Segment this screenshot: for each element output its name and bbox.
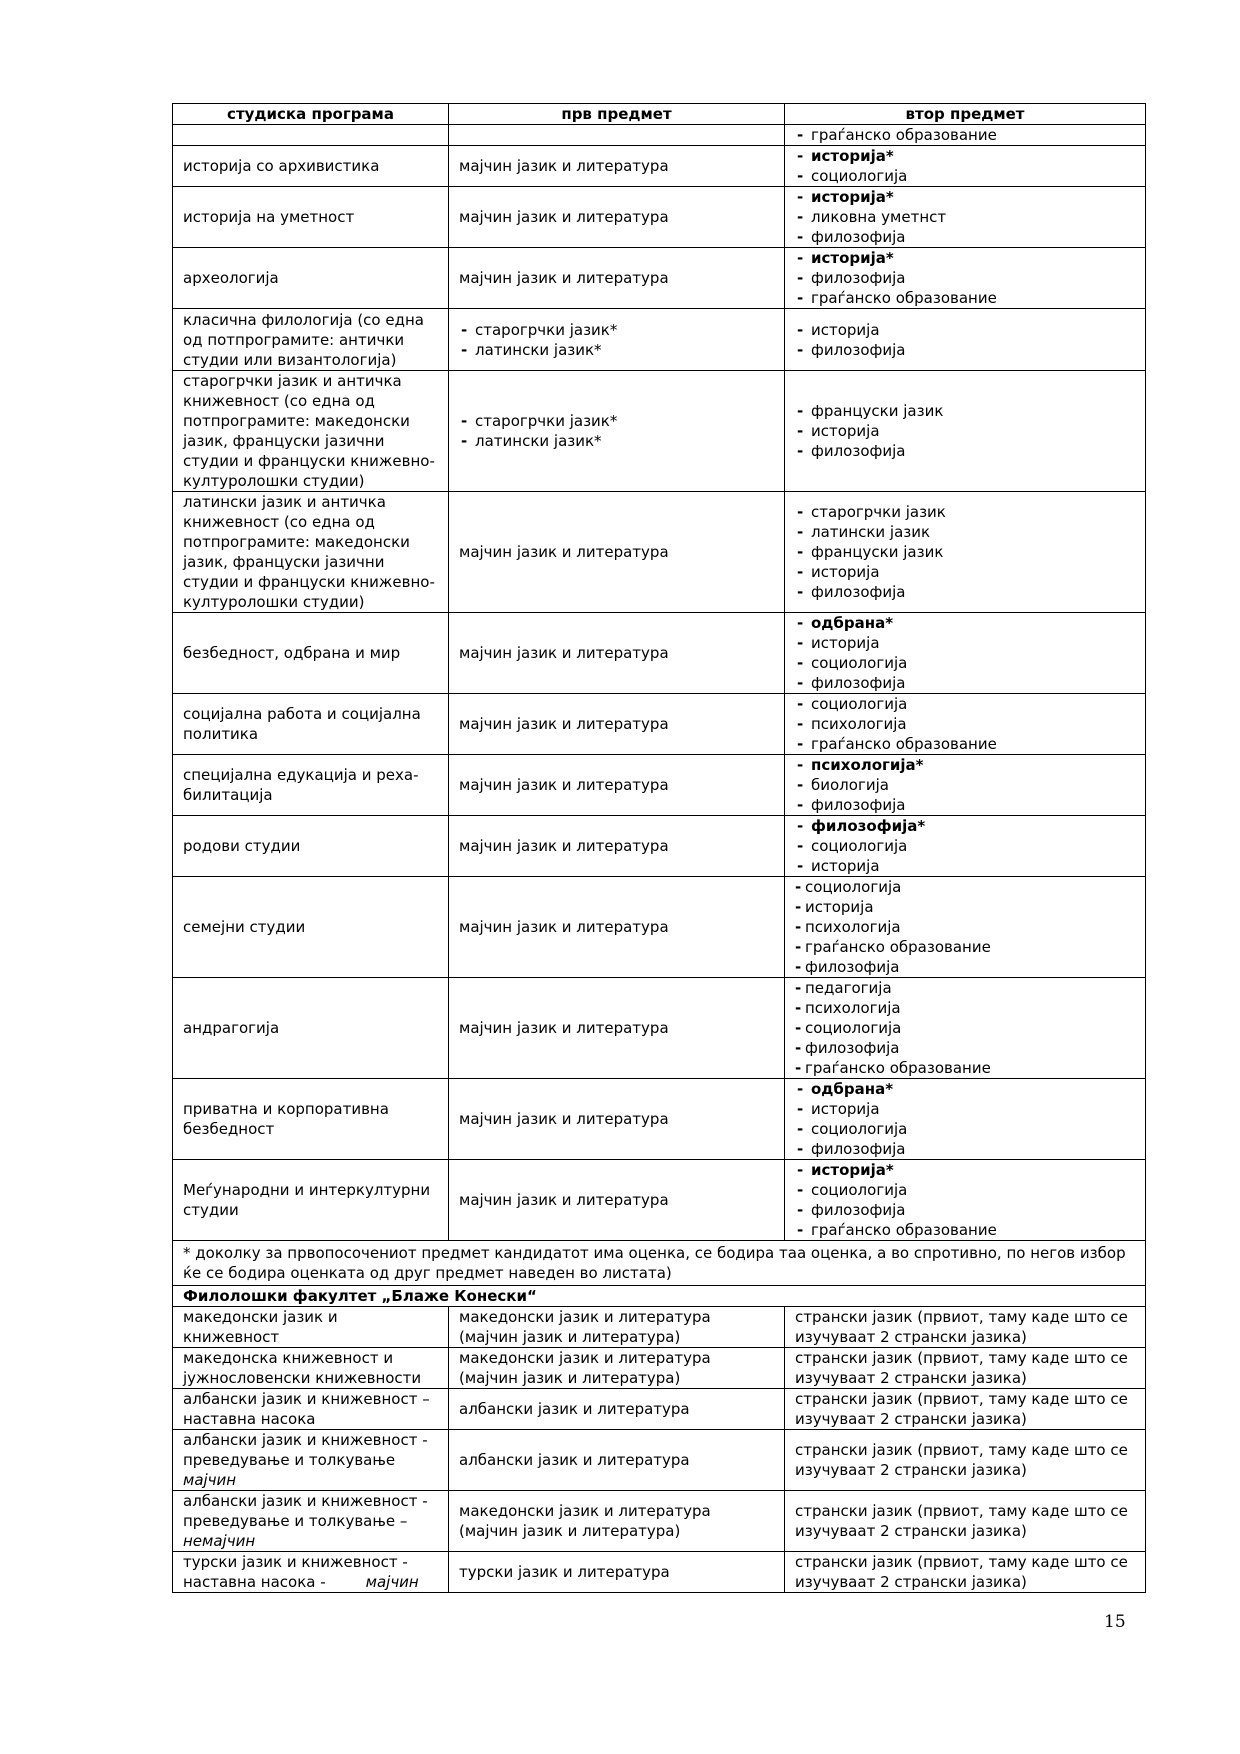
- subject-item: - историја: [795, 320, 1135, 340]
- subject-item: - историја*: [795, 187, 1135, 207]
- first-subject-cell: мајчин јазик и литература: [449, 1079, 785, 1160]
- subject-item: - филозофија: [795, 673, 1135, 693]
- header-program: студиска програма: [173, 104, 449, 125]
- subject-item: - филозофија: [795, 340, 1135, 360]
- program-cell: археологија: [173, 248, 449, 309]
- first-subject-cell: албански јазик и литература: [449, 1389, 785, 1430]
- table-row: [173, 1079, 1146, 1160]
- subject-item: - филозофија: [795, 1139, 1135, 1159]
- first-subject-cell: мајчин јазик и литература: [449, 492, 785, 613]
- program-qualifier: мајчин: [183, 1471, 237, 1489]
- first-subject-cell: [449, 309, 785, 371]
- second-subject-cell: [785, 492, 1146, 613]
- page-number: 15: [1104, 1612, 1126, 1632]
- subject-list: [795, 1160, 1135, 1240]
- second-subject-cell: [785, 1079, 1146, 1160]
- subject-item: - филозофија: [795, 795, 1135, 815]
- subject-item: - социологија: [795, 166, 1135, 186]
- table-row: [173, 978, 1146, 1079]
- subject-item: - латински јазик*: [459, 340, 774, 360]
- program-cell: Меѓународни и интеркултурни студии: [173, 1160, 449, 1241]
- first-subject-cell: [449, 125, 785, 146]
- table-row: [173, 1307, 1146, 1348]
- subject-item: - старогрчки јазик*: [459, 320, 774, 340]
- subject-list: [795, 502, 1135, 602]
- subject-item: - филозофија: [795, 268, 1135, 288]
- subject-item: - граѓанско образование: [795, 734, 1135, 754]
- subject-item: - филозофија: [795, 441, 1135, 461]
- program-cell: старогрчки јазик и античка книжевност (со една од потпрограмите: македонски јазик, француски јазични студии и француски книжевно-културолошки студии): [173, 371, 449, 492]
- subject-item: - латински јазик: [795, 522, 1135, 542]
- subject-item: - социологија: [795, 694, 1135, 714]
- table-row: [173, 694, 1146, 755]
- first-subject-cell: мајчин јазик и литература: [449, 978, 785, 1079]
- second-subject-cell: [785, 371, 1146, 492]
- second-subject-cell: [785, 694, 1146, 755]
- subject-list: [795, 755, 1135, 815]
- table-row: [173, 248, 1146, 309]
- subject-item: - француски јазик: [795, 401, 1135, 421]
- subject-item: - социологија: [795, 1180, 1135, 1200]
- program-qualifier: мајчин: [365, 1573, 419, 1591]
- program-qualifier: немајчин: [183, 1532, 256, 1550]
- subject-item: - филозофија: [795, 957, 1135, 977]
- program-cell: [173, 125, 449, 146]
- program-cell: [173, 1552, 449, 1593]
- subject-item: - историја: [795, 1099, 1135, 1119]
- program-cell: [173, 1491, 449, 1552]
- subject-item: - филозофија: [795, 1200, 1135, 1220]
- subject-list: [459, 411, 774, 451]
- subject-item: - историја*: [795, 248, 1135, 268]
- first-subject-cell: мајчин јазик и литература: [449, 146, 785, 187]
- header-second-subject: втор предмет: [785, 104, 1146, 125]
- table-row: [173, 146, 1146, 187]
- first-subject-cell: мајчин јазик и литература: [449, 877, 785, 978]
- subject-item: - филозофија: [795, 582, 1135, 602]
- subject-list: [795, 816, 1135, 876]
- program-cell: приватна и корпоративна безбедност: [173, 1079, 449, 1160]
- table-row: [173, 1552, 1146, 1593]
- footnote: * доколку за првопосочениот предмет кандидатот има оценка, се бодира таа оценка, а во спротивно, по негов избор ќе се бодира оценката од друг предмет наведен во листата): [173, 1241, 1146, 1286]
- subject-item: - граѓанско образование: [795, 1220, 1135, 1240]
- first-subject-cell: мајчин јазик и литература: [449, 694, 785, 755]
- second-subject-cell: [785, 755, 1146, 816]
- subject-item: - историја: [795, 897, 1135, 917]
- table-row: [173, 1389, 1146, 1430]
- subject-item: - социологија: [795, 653, 1135, 673]
- subject-item: - педагогија: [795, 978, 1135, 998]
- subject-item: - историја*: [795, 1160, 1135, 1180]
- table-row: [173, 371, 1146, 492]
- subject-list: [795, 401, 1135, 461]
- subject-list: [795, 1079, 1135, 1159]
- subject-item: - историја: [795, 633, 1135, 653]
- program-cell: семејни студии: [173, 877, 449, 978]
- first-subject-cell: мајчин јазик и литература: [449, 816, 785, 877]
- subject-item: - граѓанско образование: [795, 1058, 1135, 1078]
- subject-item: - социологија: [795, 1119, 1135, 1139]
- second-subject-cell: [785, 125, 1146, 146]
- subject-item: - француски јазик: [795, 542, 1135, 562]
- first-subject-cell: македонски јазик и литература (мајчин јазик и литература): [449, 1348, 785, 1389]
- subject-list: [795, 978, 1135, 1078]
- subject-list: [795, 248, 1135, 308]
- program-cell: историја на уметност: [173, 187, 449, 248]
- subject-item: - одбрана*: [795, 613, 1135, 633]
- first-subject-cell: мајчин јазик и литература: [449, 755, 785, 816]
- first-subject-cell: [449, 371, 785, 492]
- subject-item: - ликовна уметнст: [795, 207, 1135, 227]
- second-subject-cell: [785, 309, 1146, 371]
- subject-list: [795, 613, 1135, 693]
- first-subject-cell: мајчин јазик и литература: [449, 1160, 785, 1241]
- second-subject-cell: [785, 816, 1146, 877]
- program-name: албански јазик и книжевност – наставна насока: [183, 1390, 430, 1428]
- second-subject-cell: странски јазик (првиот, таму каде што се изучуваат 2 странски јазика): [785, 1307, 1146, 1348]
- subject-list: [795, 877, 1135, 977]
- program-cell: [173, 1430, 449, 1491]
- program-cell: андрагогија: [173, 978, 449, 1079]
- subject-list: [795, 187, 1135, 247]
- first-subject-cell: мајчин јазик и литература: [449, 248, 785, 309]
- subject-item: - историја: [795, 421, 1135, 441]
- first-subject-cell: македонски јазик и литература (мајчин јазик и литература): [449, 1307, 785, 1348]
- first-subject-cell: мајчин јазик и литература: [449, 187, 785, 248]
- table-row: [173, 816, 1146, 877]
- subject-list: [795, 125, 1135, 145]
- program-cell: класична филологија (со една од потпрограмите: антички студии или византологија): [173, 309, 449, 371]
- second-subject-cell: [785, 187, 1146, 248]
- subject-list: [795, 320, 1135, 360]
- subject-item: - филозофија: [795, 1038, 1135, 1058]
- second-subject-cell: странски јазик (првиот, таму каде што се изучуваат 2 странски јазика): [785, 1348, 1146, 1389]
- subject-item: - психологија*: [795, 755, 1135, 775]
- first-subject-cell: албански јазик и литература: [449, 1430, 785, 1491]
- table-row: [173, 1160, 1146, 1241]
- first-subject-cell: мајчин јазик и литература: [449, 613, 785, 694]
- subject-list: [459, 320, 774, 360]
- subject-item: - психологија: [795, 998, 1135, 1018]
- subject-item: - социологија: [795, 836, 1135, 856]
- table-row: [173, 1430, 1146, 1491]
- subject-item: - граѓанско образование: [795, 937, 1135, 957]
- subject-item: - филозофија: [795, 227, 1135, 247]
- header-row: [173, 104, 1146, 125]
- subject-list: [795, 694, 1135, 754]
- subject-item: - психологија: [795, 714, 1135, 734]
- subject-item: - старогрчки јазик: [795, 502, 1135, 522]
- program-cell: специјална едукација и реха-билитација: [173, 755, 449, 816]
- second-subject-cell: [785, 248, 1146, 309]
- second-subject-cell: [785, 978, 1146, 1079]
- program-name: македонска книжевност и јужнословенски книжевности: [183, 1349, 422, 1387]
- subject-item: - филозофија*: [795, 816, 1135, 836]
- second-subject-cell: странски јазик (првиот, таму каде што се изучуваат 2 странски јазика): [785, 1491, 1146, 1552]
- program-cell: [173, 1389, 449, 1430]
- subject-item: - социологија: [795, 1018, 1135, 1038]
- subject-item: - историја: [795, 562, 1135, 582]
- subject-item: - социологија: [795, 877, 1135, 897]
- program-cell: историја со архивистика: [173, 146, 449, 187]
- program-name: албански јазик и книжевност - преведување и толкување –: [183, 1492, 428, 1530]
- subject-item: - граѓанско образование: [795, 125, 1135, 145]
- subject-list: [795, 146, 1135, 186]
- table-row: [173, 755, 1146, 816]
- second-subject-cell: [785, 613, 1146, 694]
- header-first-subject: прв предмет: [449, 104, 785, 125]
- subject-item: - одбрана*: [795, 1079, 1135, 1099]
- table-row: [173, 187, 1146, 248]
- program-cell: безбедност, одбрана и мир: [173, 613, 449, 694]
- second-subject-cell: [785, 1160, 1146, 1241]
- table-row: [173, 1491, 1146, 1552]
- program-cell: родови студии: [173, 816, 449, 877]
- second-subject-cell: [785, 877, 1146, 978]
- table-row: [173, 125, 1146, 146]
- first-subject-cell: турски јазик и литература: [449, 1552, 785, 1593]
- second-subject-cell: странски јазик (првиот, таму каде што се изучуваат 2 странски јазика): [785, 1552, 1146, 1593]
- subject-item: - старогрчки јазик*: [459, 411, 774, 431]
- table-row: [173, 613, 1146, 694]
- program-name: македонски јазик и книжевност: [183, 1308, 338, 1346]
- table-row: [173, 492, 1146, 613]
- program-cell: [173, 1348, 449, 1389]
- second-subject-cell: странски јазик (првиот, таму каде што се изучуваат 2 странски јазика): [785, 1389, 1146, 1430]
- subject-item: - граѓанско образование: [795, 288, 1135, 308]
- section-row: [173, 1286, 1146, 1307]
- program-name: турски јазик и книжевност - наставна насока -: [183, 1553, 408, 1591]
- program-cell: социјална работа и социјална политика: [173, 694, 449, 755]
- subject-item: - биологија: [795, 775, 1135, 795]
- second-subject-cell: [785, 146, 1146, 187]
- first-subject-cell: македонски јазик и литература (мајчин јазик и литература): [449, 1491, 785, 1552]
- program-cell: латински јазик и античка книжевност (со една од потпрограмите: македонски јазик, француски јазични студии и француски книжевно-културолошки студии): [173, 492, 449, 613]
- subject-item: - историја*: [795, 146, 1135, 166]
- table-row: [173, 309, 1146, 371]
- table-row: [173, 1348, 1146, 1389]
- subject-item: - психологија: [795, 917, 1135, 937]
- admission-table: [172, 103, 1146, 1593]
- note-row: [173, 1241, 1146, 1286]
- subject-item: - историја: [795, 856, 1135, 876]
- program-name: албански јазик и книжевност - преведување и толкување: [183, 1431, 428, 1469]
- section-title: Филолошки факултет „Блаже Конески“: [173, 1286, 1146, 1307]
- subject-item: - латински јазик*: [459, 431, 774, 451]
- program-cell: [173, 1307, 449, 1348]
- table-row: [173, 877, 1146, 978]
- second-subject-cell: странски јазик (првиот, таму каде што се изучуваат 2 странски јазика): [785, 1430, 1146, 1491]
